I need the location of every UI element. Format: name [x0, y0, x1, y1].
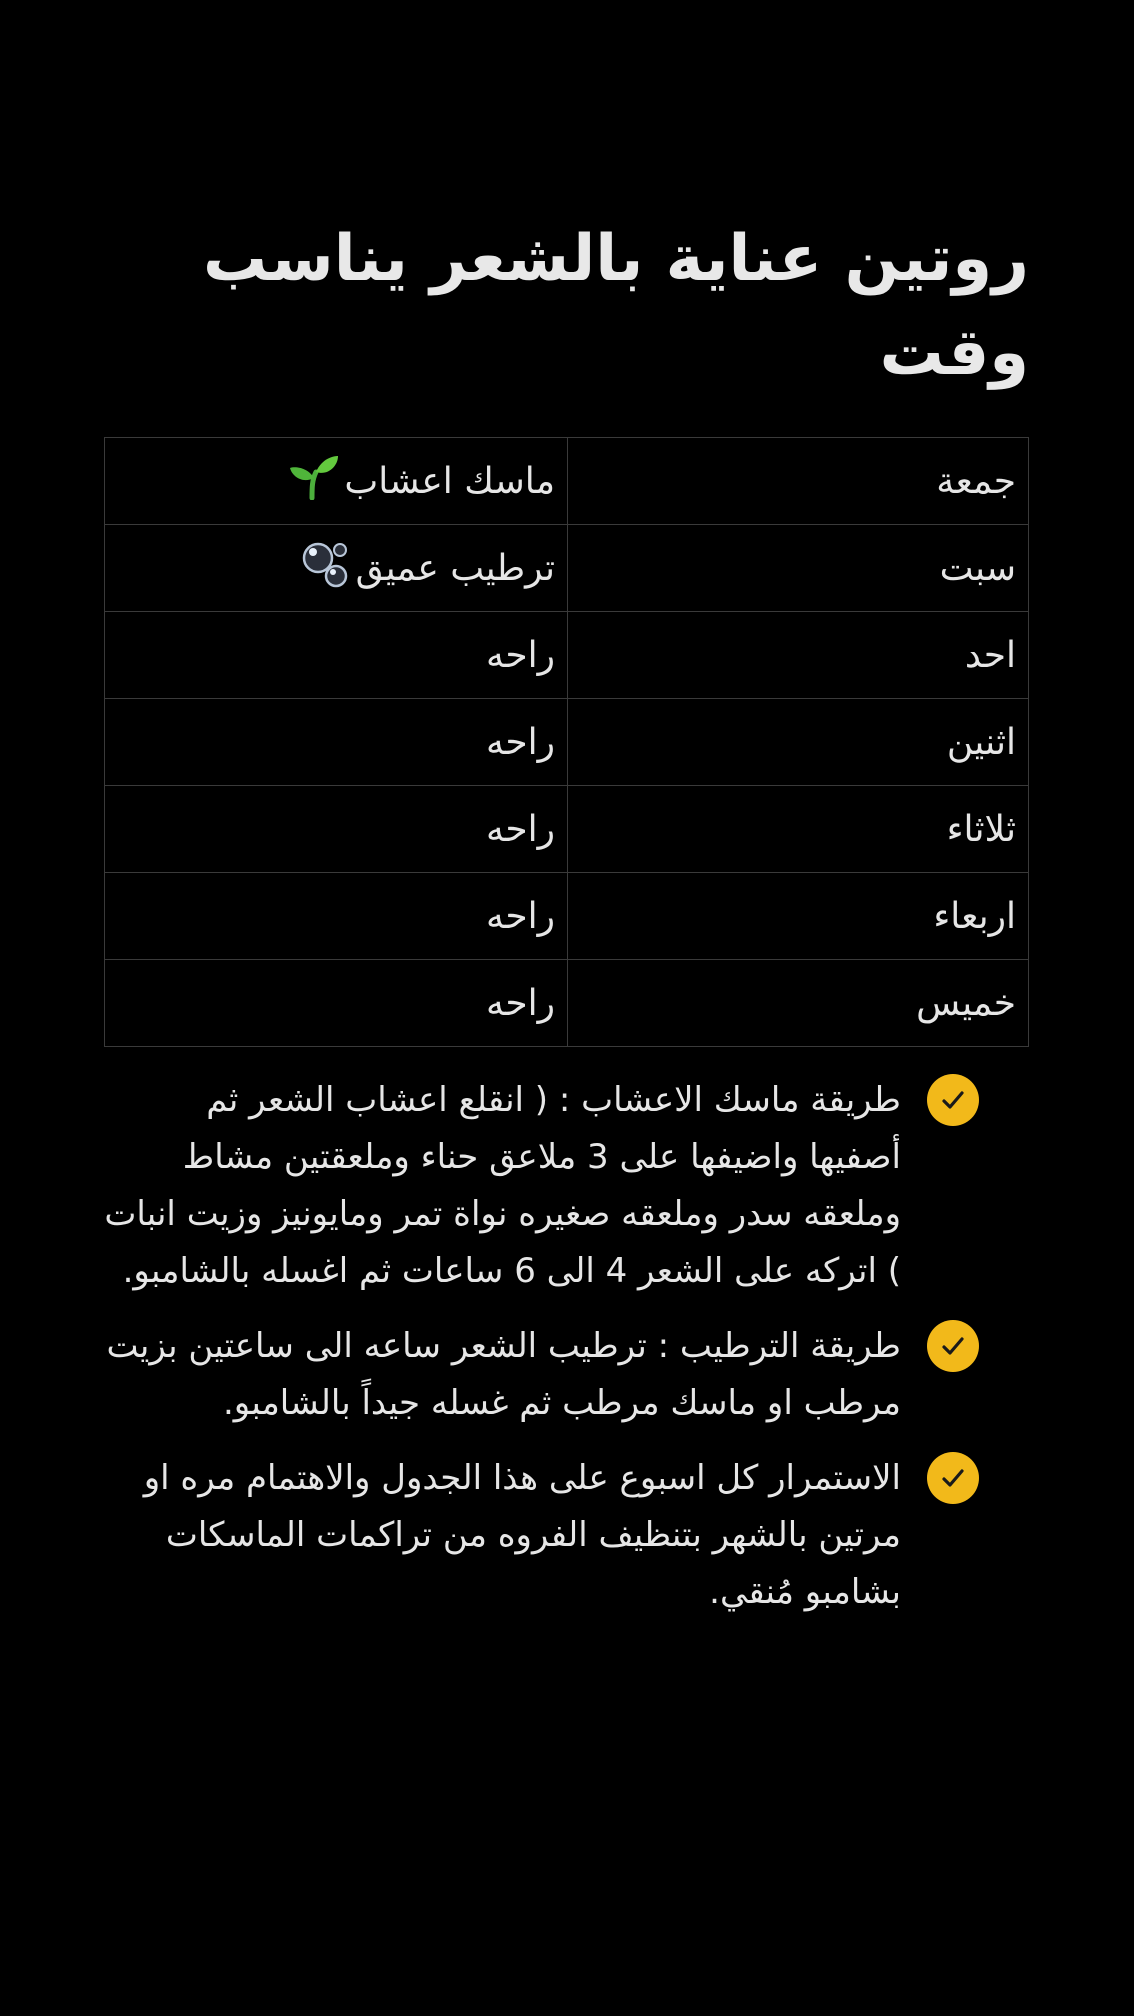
task-label: ماسك اعشاب [344, 460, 555, 502]
day-cell: اثنين [568, 699, 1029, 786]
task-label: ترطيب عميق [355, 547, 555, 589]
day-cell: سبت [568, 525, 1029, 612]
task-cell: راحه [105, 699, 568, 786]
check-mark-icon [927, 1452, 979, 1504]
check-mark-icon [927, 1320, 979, 1372]
table-row [105, 525, 1029, 612]
seedling-icon [288, 454, 340, 509]
note-text: طريقة ماسك الاعشاب : ( انقلع اعشاب الشعر ثم أصفيها واضيفها على 3 ملاعق حناء وملعقتين مشاط وملعقه سدر وملعقه صغيره نواة تمر ومايونيز وزيت انبات ) اتركه على الشعر 4 الى 6 ساعات ثم اغسله بالشامبو. [104, 1080, 901, 1291]
note-text: الاستمرار كل اسبوع على هذا الجدول والاهتمام مره او مرتين بالشهر بتنظيف الفروه من تراكمات الماسكات بشامبو مُنقي. [143, 1458, 901, 1612]
notes-list [104, 1072, 1029, 1639]
table-row [105, 786, 1029, 873]
task-cell [105, 438, 568, 525]
task-cell: راحه [105, 873, 568, 960]
table-row [105, 612, 1029, 699]
check-mark-icon [927, 1074, 979, 1126]
bubbles-icon [300, 540, 352, 597]
title-line-1: روتين عناية بالشعر يناسب وقت [203, 222, 1029, 390]
schedule-table [104, 437, 1029, 1047]
day-cell: ثلاثاء [568, 786, 1029, 873]
table-row [105, 699, 1029, 786]
page [104, 212, 1029, 1612]
list-item [104, 1072, 1029, 1300]
table-row [105, 873, 1029, 960]
list-item [104, 1318, 1029, 1432]
task-cell: راحه [105, 960, 568, 1047]
day-cell: خميس [568, 960, 1029, 1047]
day-cell: اربعاء [568, 873, 1029, 960]
task-cell: راحه [105, 612, 568, 699]
page-title [104, 212, 1029, 402]
table-row [105, 960, 1029, 1047]
task-cell [105, 525, 568, 612]
note-text: طريقة الترطيب : ترطيب الشعر ساعه الى ساعتين بزيت مرطب او ماسك مرطب ثم غسله جيداً بالشامبو. [106, 1326, 901, 1423]
day-cell: احد [568, 612, 1029, 699]
list-item [104, 1450, 1029, 1621]
day-cell: جمعة [568, 438, 1029, 525]
task-cell: راحه [105, 786, 568, 873]
table-row [105, 438, 1029, 525]
